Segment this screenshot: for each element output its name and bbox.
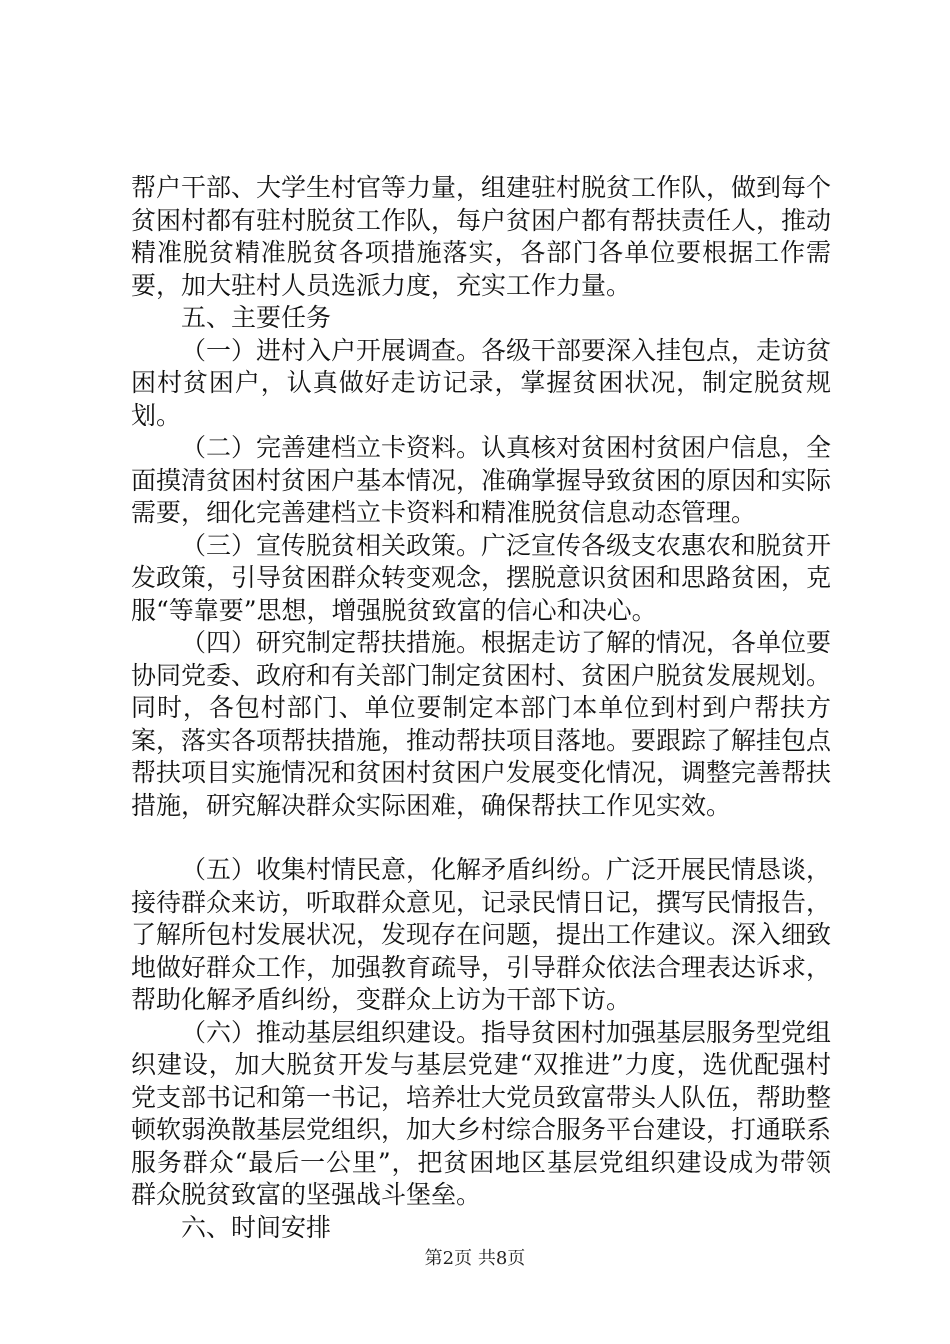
task-3-paragraph: （三）宣传脱贫相关政策。广泛宣传各级支农惠农和脱贫开发政策，引导贫困群众转变观念，摆脱意识贫困和思路贫困，克服“等靠要”思想，增强脱贫致富的信心和决心。 (131, 530, 832, 625)
document-body (131, 172, 831, 1244)
section-heading-schedule: 六、时间安排 (181, 1212, 332, 1242)
task-1-paragraph: （一）进村入户开展调查。各级干部要深入挂包点，走访贫困村贫困户，认真做好走访记录，掌握贫困状况，制定脱贫规划。 (131, 335, 832, 430)
task-5-paragraph: （五）收集村情民意，化解矛盾纠纷。广泛开展民情恳谈，接待群众来访，听取群众意见，记录民情日记，撰写民情报告，了解所包村发展状况，发现存在问题，提出工作建议。深入细致地做好群众工作，加强教育疏导，引导群众依法合理表达诉求，帮助化解矛盾纠纷，变群众上访为干部下访。 (131, 855, 832, 1014)
task-6-paragraph: （六）推动基层组织建设。指导贫困村加强基层服务型党组织建设，加大脱贫开发与基层党建“双推进”力度，选优配强村党支部书记和第一书记，培养壮大党员致富带头人队伍，帮助整顿软弱涣散基层党组织，加大乡村综合服务平台建设，打通联系服务群众“最后一公里”，把贫困地区基层党组织建设成为带领群众脱贫致富的坚强战斗堡垒。 (131, 1017, 832, 1209)
task-2-paragraph: （二）完善建档立卡资料。认真核对贫困村贫困户信息，全面摸清贫困村贫困户基本情况，准确掌握导致贫困的原因和实际需要，细化完善建档立卡资料和精准脱贫信息动态管理。 (131, 433, 832, 527)
task-4-paragraph: （四）研究制定帮扶措施。根据走访了解的情况，各单位要协同党委、政府和有关部门制定贫困村、贫困户脱贫发展规划。同时，各包村部门、单位要制定本部门本单位到村到户帮扶方案，落实各项帮扶措施，推动帮扶项目落地。要跟踪了解挂包点帮扶项目实施情况和贫困村贫困户发展变化情况，调整完善帮扶措施，研究解决群众实际困难，确保帮扶工作见实效。 (131, 628, 832, 820)
section-heading-main-tasks: 五、主要任务 (181, 303, 332, 332)
page-number-footer: 第2页 共8页 (424, 1248, 526, 1269)
paragraph-continuation: 帮户干部、大学生村官等力量，组建驻村脱贫工作队，做到每个贫困村都有驻村脱贫工作队，每户贫困户都有帮扶责任人，推动精准脱贫精准脱贫各项措施落实，各部门各单位要根据工作需要，加大驻村人员选派力度，充实工作力量。 (131, 173, 832, 300)
